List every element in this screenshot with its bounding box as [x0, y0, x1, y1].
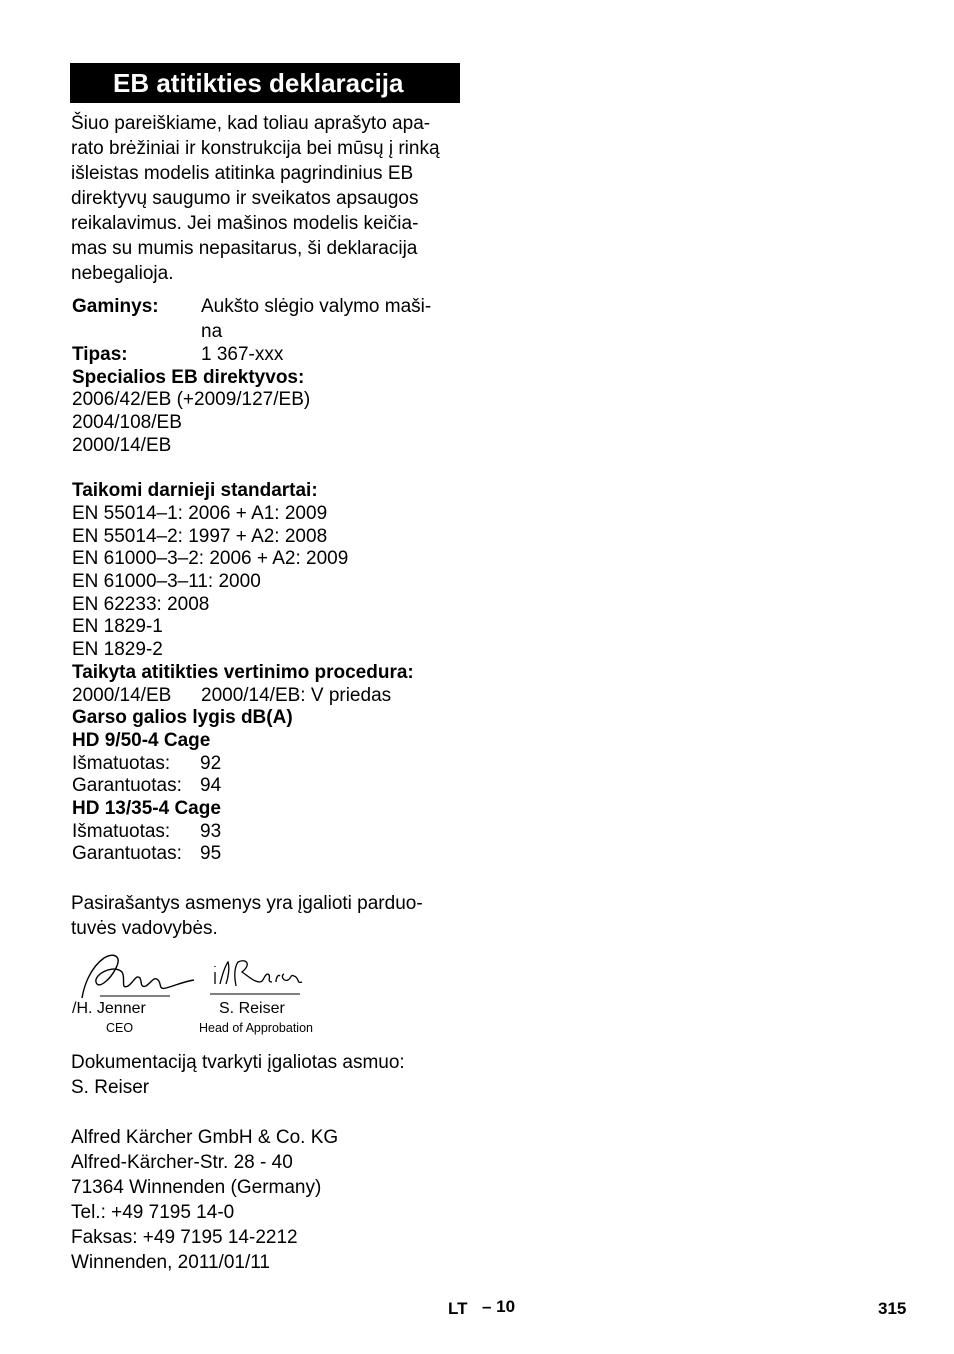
page-title: EB atitikties deklaracija: [70, 63, 460, 103]
page-number: 315: [878, 1299, 907, 1318]
documentation-text: Dokumentaciją tvarkyti įgaliotas asmuo: S. Reiser: [71, 1052, 405, 1098]
guaranteed-value: 95: [200, 843, 222, 865]
type-label: Tipas:: [72, 344, 128, 365]
measured-label: Išmatuotas:: [72, 752, 171, 774]
directive-item: 2006/42/EB (+2009/127/EB): [72, 389, 311, 411]
measured-value: 93: [200, 820, 222, 842]
standard-item: EN 1829-1: [72, 616, 163, 638]
procedure-value: 2000/14/EB: V priedas: [201, 684, 392, 706]
product-row: [72, 294, 431, 344]
declaration-spec: [72, 294, 431, 866]
model-name: HD 9/50-4 Cage: [72, 729, 211, 751]
standard-item: EN 62233: 2008: [72, 593, 210, 615]
authorization-text: Pasirašantys asmenys yra įgalioti parduo- tuvės vadovybės.: [71, 893, 423, 939]
signer-2-role: Head of Approbation: [199, 1021, 313, 1035]
guaranteed-label: Garantuotas:: [72, 775, 182, 797]
signature-block: [70, 946, 370, 1041]
guaranteed-row: [72, 843, 431, 866]
signature-image: [70, 946, 370, 1006]
model-name: HD 13/35-4 Cage: [72, 798, 221, 820]
noise-heading: Garso galios lygis dB(A): [72, 707, 293, 729]
footer-section: – 10: [482, 1297, 516, 1316]
company-address: Alfred Kärcher GmbH & Co. KG Alfred-Kärcher-Str. 28 - 40 71364 Winnenden (Germany) Tel.: +49 7195 14-0 Faksas: +49 7195 14-2212 Winnenden, 2011/01/11: [71, 1127, 339, 1273]
type-value: 1 367-xxx: [201, 344, 284, 365]
product-label: Gaminys:: [72, 296, 159, 317]
signer-1-role: CEO: [106, 1021, 134, 1035]
procedure-heading: Taikyta atitikties vertinimo procedura:: [72, 661, 414, 683]
directives-heading: Specialios EB direktyvos:: [72, 366, 305, 388]
guaranteed-value: 94: [200, 775, 222, 797]
standard-item: EN 55014–1: 2006 + A1: 2009: [72, 502, 328, 524]
standards-heading: Taikomi darnieji standartai:: [72, 480, 318, 502]
procedure-row: [72, 685, 431, 708]
signer-1-name: H. Jenner: [76, 1000, 146, 1017]
measured-row: [72, 753, 431, 776]
measured-label: Išmatuotas:: [72, 820, 171, 842]
directive-item: 2000/14/EB: [72, 434, 172, 456]
procedure-key: 2000/14/EB: [72, 684, 172, 706]
signer-1-prefix: /: [72, 1000, 77, 1017]
type-row: [72, 344, 431, 367]
standard-item: EN 61000–3–2: 2006 + A2: 2009: [72, 548, 349, 570]
measured-value: 92: [200, 752, 222, 774]
intro-paragraph: Šiuo pareiškiame, kad toliau aprašyto apa- rato brėžiniai ir konstrukcija bei mūsų į rinką išleistas modelis atitinka pagrindinius EB direktyvų saugumo ir sveikatos apsaugos reikalavimus. Jei mašinos modelis keičia- mas su mumis nepasitarus, ši deklaracija nebegalioja.: [71, 113, 440, 284]
footer-language: LT: [448, 1299, 468, 1318]
measured-row: [72, 821, 431, 844]
standard-item: EN 55014–2: 1997 + A2: 2008: [72, 525, 328, 547]
guaranteed-label: Garantuotas:: [72, 843, 182, 865]
signer-2-name: S. Reiser: [219, 1000, 285, 1017]
standard-item: EN 1829-2: [72, 639, 163, 661]
directive-item: 2004/108/EB: [72, 412, 182, 434]
guaranteed-row: [72, 775, 431, 798]
product-value-cont: na: [201, 321, 223, 342]
signer-1: [72, 1000, 146, 1018]
standard-item: EN 61000–3–11: 2000: [72, 571, 261, 593]
product-value: Aukšto slėgio valymo maši-: [201, 296, 432, 317]
